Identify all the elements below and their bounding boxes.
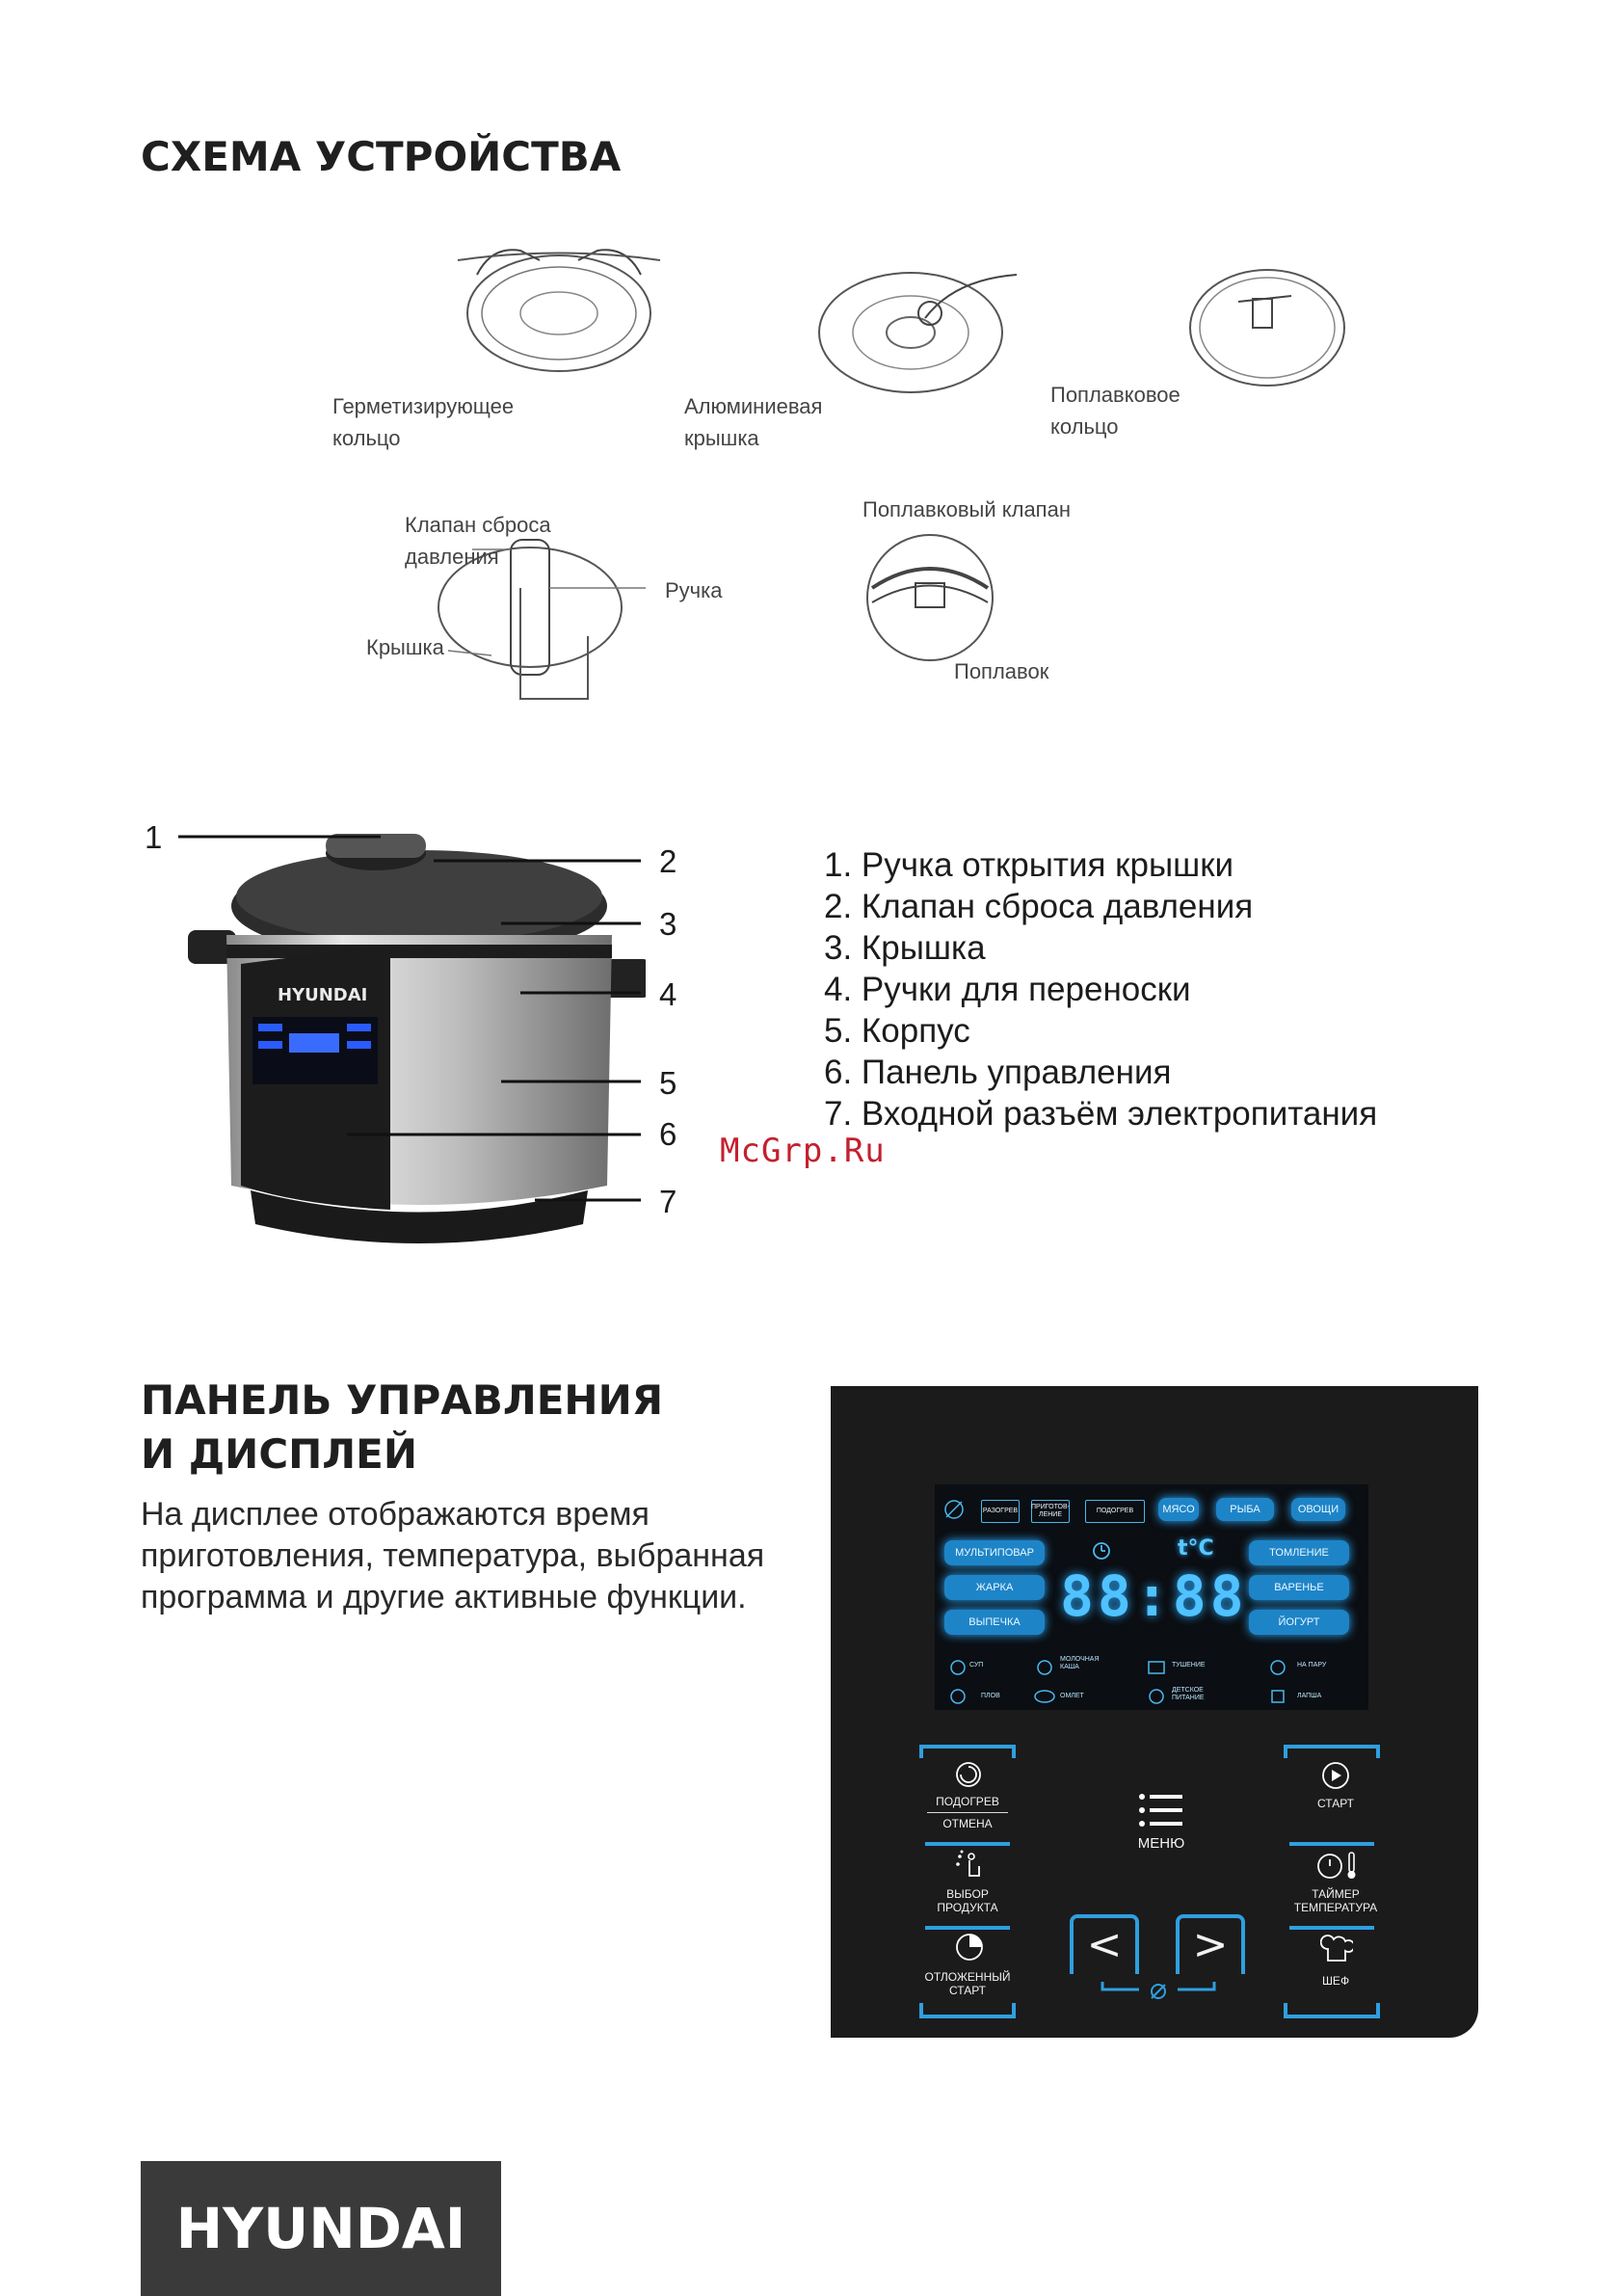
timer-temperature-label: ТАЙМЕР ТЕМПЕРАТУРА: [1293, 1887, 1378, 1914]
callout-2: 2: [659, 843, 677, 879]
chevron-right-icon: >: [1192, 1920, 1229, 1969]
section-title-scheme: СХЕМА УСТРОЙСТВА: [141, 133, 622, 180]
clock-icon: [1091, 1540, 1112, 1562]
control-panel: [831, 1386, 1478, 2038]
timer-temperature-button[interactable]: [1286, 1849, 1386, 1926]
label-lid: Крышка: [366, 635, 444, 659]
program-steam: НА ПАРУ: [1297, 1662, 1327, 1669]
menu-icon: [1137, 1791, 1185, 1829]
label-divider: [927, 1812, 1008, 1813]
program-fry: ЖАРКА: [944, 1575, 1045, 1600]
float-ring-illustration: [1180, 255, 1354, 400]
legend-item: 1. Ручка открытия крышки: [824, 846, 1234, 884]
alarm-thermometer-icon: [1314, 1849, 1359, 1882]
float-valve-illustration: [858, 530, 1002, 665]
program-jam: ВАРЕНЬЕ: [1249, 1575, 1349, 1600]
temperature-unit: t°C: [1178, 1536, 1214, 1561]
program-pilaf: ПЛОВ: [981, 1693, 1000, 1699]
label-seal-ring: Герметизирующее кольцо: [332, 394, 515, 450]
cancel-label: ОТМЕНА: [942, 1817, 993, 1830]
program-meat: МЯСО: [1158, 1498, 1199, 1521]
indicator-razogrev: РАЗОГРЕВ: [981, 1500, 1020, 1523]
program-vegetables: ОВОЩИ: [1291, 1498, 1345, 1521]
intro-line-3: программа и другие активные функции.: [141, 1579, 747, 1615]
legend-item: 3. Крышка: [824, 929, 986, 967]
delay-start-button[interactable]: [917, 1932, 1018, 2009]
hyundai-logo: HYUNDAI: [141, 2161, 501, 2296]
sound-off-icon: [942, 1498, 966, 1521]
legend-item: 4. Ручки для переноски: [824, 971, 1191, 1008]
menu-button[interactable]: [1127, 1791, 1195, 1860]
time-digits: 88:88: [1060, 1563, 1248, 1629]
device-brand-text: HYUNDAI: [278, 985, 368, 1005]
callout-4: 4: [659, 976, 677, 1012]
section-title-panel-2: И ДИСПЛЕЙ: [141, 1430, 418, 1478]
chef-label: ШЕФ: [1321, 1974, 1350, 1988]
program-soup: СУП: [969, 1662, 984, 1669]
touch-hand-icon: [952, 1849, 985, 1882]
callout-7: 7: [659, 1184, 677, 1219]
label-float-ring: Поплавковое кольцо: [1050, 383, 1180, 439]
legend-item: 5. Корпус: [824, 1012, 970, 1050]
label-handle: Ручка: [665, 578, 723, 602]
reheat-label: ПОДОГРЕВ: [936, 1795, 999, 1808]
program-multicook: МУЛЬТИПОВАР: [944, 1540, 1045, 1565]
refresh-icon: [954, 1760, 983, 1789]
label-aluminum-lid: Алюминиевая крышка: [684, 394, 823, 450]
reheat-cancel-button[interactable]: [917, 1758, 1018, 1845]
play-icon: [1320, 1760, 1351, 1791]
callout-6: 6: [659, 1116, 677, 1152]
program-porridge: МОЛОЧНАЯ КАША: [1060, 1656, 1100, 1670]
start-button[interactable]: [1286, 1758, 1386, 1835]
lcd-display: [935, 1484, 1368, 1710]
program-omelette: ОМЛЕТ: [1060, 1693, 1084, 1699]
legend-item: 7. Входной разъём электропитания: [824, 1095, 1378, 1133]
program-stew: ТУШЕНИЕ: [1172, 1662, 1206, 1669]
indicator-podogrev: ПОДОГРЕВ: [1085, 1500, 1145, 1523]
legend-item: 6. Панель управления: [824, 1054, 1172, 1091]
callout-3: 3: [659, 906, 677, 942]
program-noodles: ЛАПША: [1297, 1693, 1322, 1699]
prev-button[interactable]: [1070, 1914, 1139, 1974]
callout-5: 5: [659, 1065, 677, 1101]
chef-button[interactable]: [1286, 1932, 1386, 2009]
parts-legend: [824, 844, 1377, 1135]
product-select-label: ВЫБОР ПРОДУКТА: [937, 1887, 998, 1914]
program-baby-food: ДЕТСКОЕ ПИТАНИЕ: [1172, 1687, 1205, 1701]
intro-line-1: На дисплее отображаются время: [141, 1496, 650, 1533]
label-float-valve: Поплавковый клапан: [862, 497, 1071, 521]
callout-1: 1: [145, 819, 163, 855]
section-title-panel: ПАНЕЛЬ УПРАВЛЕНИЯ: [141, 1376, 664, 1424]
callout-lines: [173, 810, 665, 1215]
intro-line-2: приготовления, температура, выбранная: [141, 1537, 765, 1574]
label-release-valve: Клапан сброса давления: [405, 513, 551, 569]
indicator-prigotovlenie: ПРИГОТОВ- ЛЕНИЕ: [1031, 1500, 1070, 1523]
menu-label: МЕНЮ: [1137, 1835, 1185, 1852]
program-bake: ВЫПЕЧКА: [944, 1610, 1045, 1635]
product-select-button[interactable]: [917, 1849, 1018, 1926]
program-fish: РЫБА: [1216, 1498, 1274, 1521]
program-tomlenie: ТОМЛЕНИЕ: [1249, 1540, 1349, 1565]
delay-start-label: ОТЛОЖЕННЫЙ СТАРТ: [924, 1970, 1011, 1997]
label-float: Поплавок: [954, 659, 1049, 683]
start-label: СТАРТ: [1317, 1797, 1354, 1810]
program-icons: [946, 1658, 1361, 1706]
mute-combo-indicator: [1101, 1980, 1216, 2007]
chef-hat-icon: [1320, 1932, 1353, 1964]
program-yogurt: ЙОГУРТ: [1249, 1610, 1349, 1635]
chevron-left-icon: <: [1086, 1920, 1123, 1969]
watermark: McGrp.Ru: [720, 1132, 886, 1170]
next-button[interactable]: [1176, 1914, 1245, 1974]
seal-ring-illustration: [453, 222, 665, 376]
aluminum-lid-illustration: [809, 260, 1041, 405]
legend-item: 2. Клапан сброса давления: [824, 888, 1254, 925]
pie-clock-icon: [954, 1932, 985, 1962]
